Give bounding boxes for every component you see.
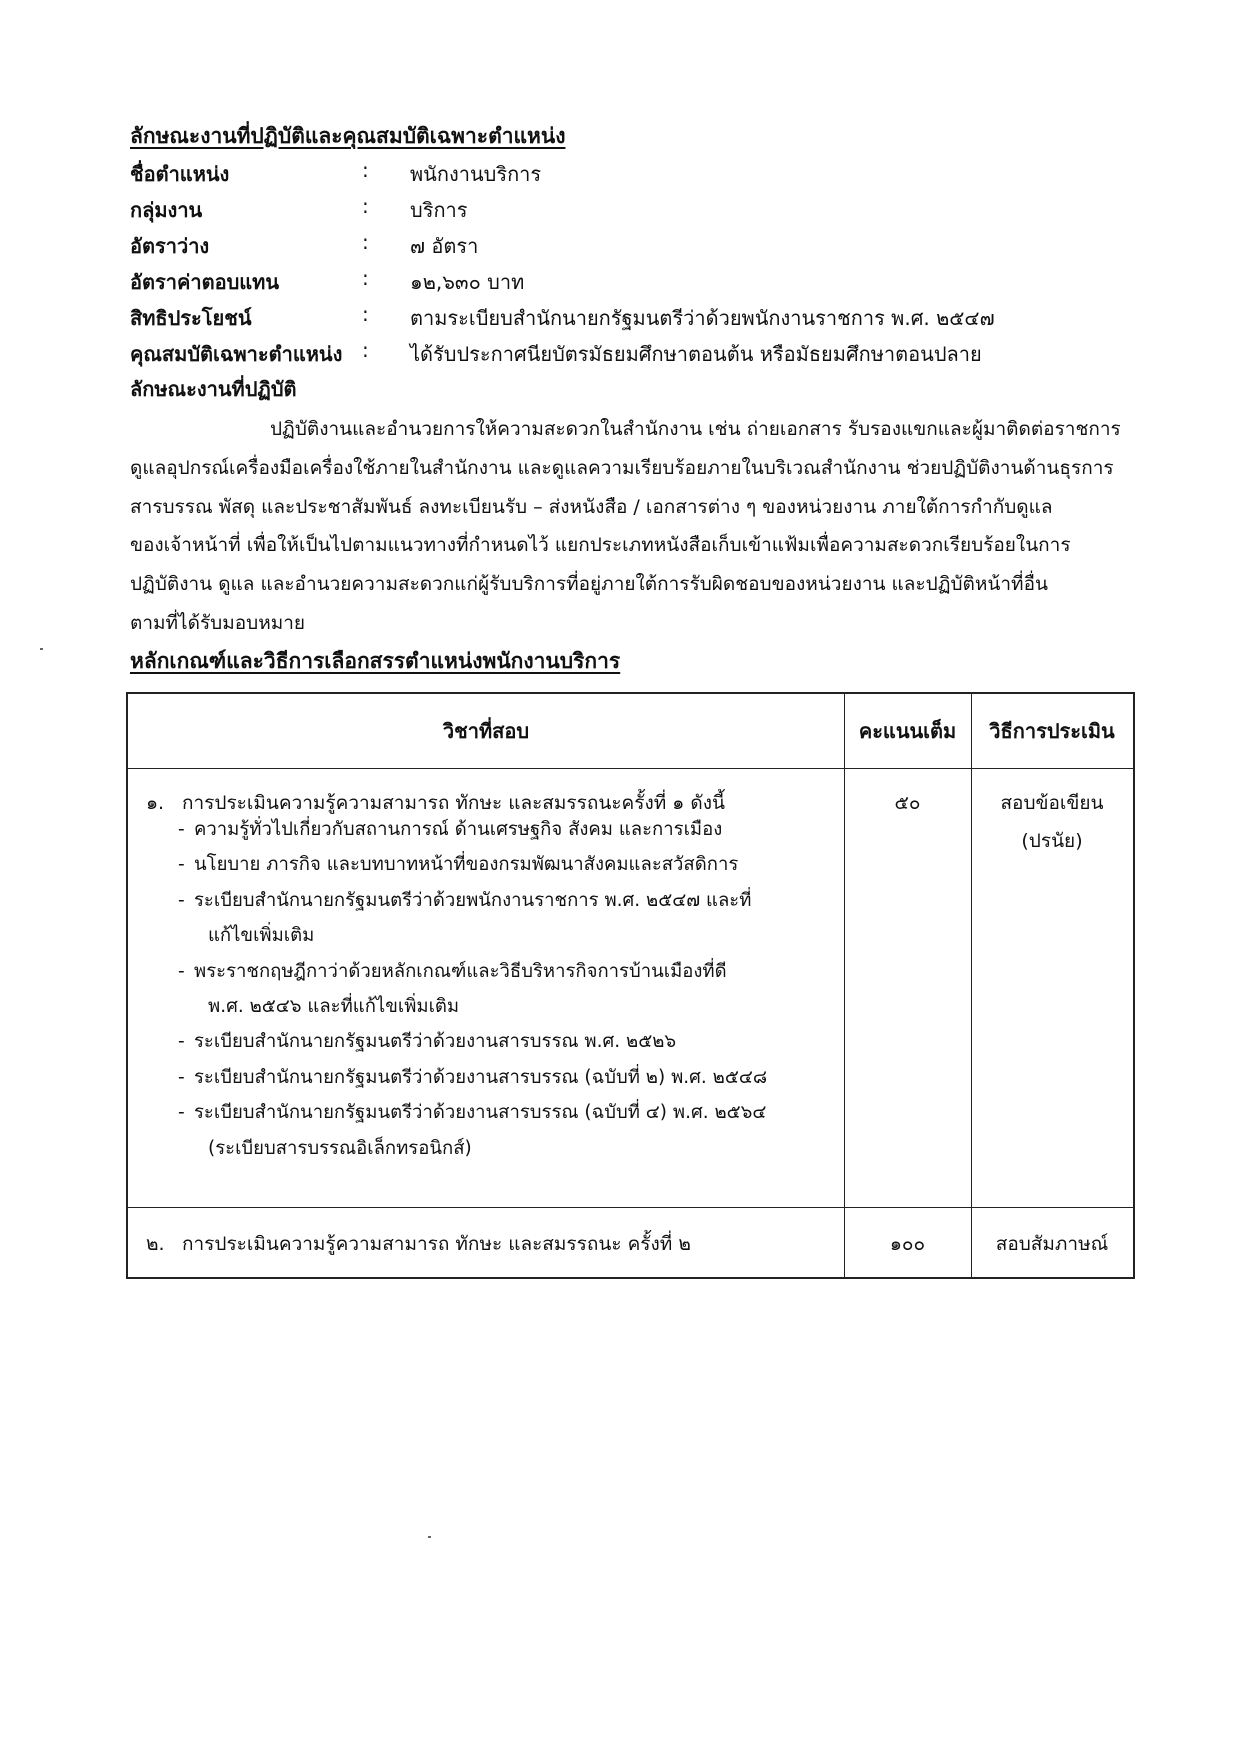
info-value: พนักงานบริการ	[410, 162, 542, 186]
list-item	[178, 812, 767, 847]
criteria-table	[126, 692, 1135, 1279]
topic-text: ความรู้ทั่วไปเกี่ยวกับสถานการณ์ ด้านเศรษฐกิจ สังคม และการเมือง	[194, 819, 723, 840]
scan-speck	[40, 648, 43, 650]
dash-bullet: -	[178, 1066, 185, 1088]
dash-bullet: -	[178, 960, 185, 982]
topic-text-continued: (ระเบียบสารบรรณอิเล็กทรอนิกส์)	[208, 1137, 472, 1159]
info-colon: :	[362, 194, 369, 218]
table-divider	[844, 694, 845, 1277]
info-colon: :	[362, 266, 369, 290]
duties-line: ปฏิบัติงานและอำนวยการให้ความสะดวกในสำนักงาน เช่น ถ่ายเอกสาร รับรองแขกและผู้มาติดต่อราชการ	[270, 418, 1121, 440]
score-value: ๕๐	[894, 792, 921, 814]
duties-line: ปฏิบัติงาน ดูแล และอำนวยความสะดวกแก่ผู้รับบริการที่อยู่ภายใต้การรับผิดชอบของหน่วยงาน และปฏิบัติหน้าที่อื่น	[130, 573, 1048, 596]
topic-text-continued: แก้ไขเพิ่มเติม	[208, 925, 315, 947]
info-label: อัตราว่าง	[130, 234, 210, 258]
table-divider	[971, 694, 972, 1277]
duties-paragraph	[130, 410, 1130, 643]
row-title: การประเมินความรู้ความสามารถ ทักษะ และสมรรถนะ ครั้งที่ ๒	[182, 1233, 691, 1255]
topic-text: ระเบียบสำนักนายกรัฐมนตรีว่าด้วยงานสารบรรณ (ฉบับที่ ๔) พ.ศ. ๒๕๖๔	[194, 1102, 767, 1124]
info-label: คุณสมบัติเฉพาะตำแหน่ง	[130, 342, 343, 366]
info-label: สิทธิประโยชน์	[130, 306, 252, 330]
info-colon: :	[362, 338, 369, 362]
topic-text: ระเบียบสำนักนายกรัฐมนตรีว่าด้วยพนักงานราชการ พ.ศ. ๒๕๔๗ และที่	[194, 889, 752, 911]
table-divider	[128, 768, 1133, 769]
criteria-title: หลักเกณฑ์และวิธีการเลือกสรรตำแหน่งพนักงานบริการ	[130, 649, 621, 673]
dash-bullet: -	[178, 854, 185, 876]
duties-heading: ลักษณะงานที่ปฏิบัติ	[130, 377, 297, 401]
topic-text: นโยบาย ภารกิจ และบทบาทหน้าที่ของกรมพัฒนาสังคมและสวัสดิการ	[194, 854, 739, 876]
list-item	[178, 847, 767, 882]
method-value: สอบข้อเขียน	[1000, 792, 1104, 814]
row-number: ๒.	[146, 1233, 165, 1255]
info-value: บริการ	[410, 198, 468, 222]
method-value-detail: (ปรนัย)	[1021, 830, 1083, 852]
dash-bullet: -	[178, 1031, 185, 1053]
duties-line: สารบรรณ พัสดุ และประชาสัมพันธ์ ลงทะเบียนรับ – ส่งหนังสือ / เอกสารต่าง ๆ ของหน่วยงาน ภายใต้การกำกับดูแล	[130, 495, 1053, 518]
header-method: วิธีการประเมิน	[989, 719, 1115, 743]
header-subject: วิชาที่สอบ	[442, 719, 530, 743]
list-item	[178, 883, 767, 954]
list-item	[178, 1095, 767, 1166]
list-item	[178, 1060, 767, 1095]
method-value: สอบสัมภาษณ์	[995, 1233, 1109, 1255]
header-score: คะแนนเต็ม	[858, 719, 957, 743]
score-value: ๑๐๐	[889, 1233, 926, 1255]
duties-line: ของเจ้าหน้าที่ เพื่อให้เป็นไปตามแนวทางที่กำหนดไว้ แยกประเภทหนังสือเก็บเข้าแฟ้มเพื่อความสะดวกเรียบร้อยในการ	[130, 534, 1071, 557]
list-item	[178, 954, 767, 1025]
row-number: ๑.	[146, 792, 165, 814]
list-item	[178, 1024, 767, 1059]
topic-text: ระเบียบสำนักนายกรัฐมนตรีว่าด้วยงานสารบรรณ พ.ศ. ๒๕๒๖	[194, 1031, 677, 1053]
dash-bullet: -	[178, 1102, 185, 1124]
duties-line: ตามที่ได้รับมอบหมาย	[130, 611, 306, 634]
info-colon: :	[362, 158, 369, 182]
info-label: อัตราค่าตอบแทน	[130, 270, 280, 294]
duties-line: ดูแลอุปกรณ์เครื่องมือเครื่องใช้ภายในสำนักงาน และดูแลความเรียบร้อยภายในบริเวณสำนักงาน ช่วยปฏิบัติงานด้านธุรการ	[130, 456, 1114, 479]
section-title: ลักษณะงานที่ปฏิบัติและคุณสมบัติเฉพาะตำแหน่ง	[130, 124, 566, 148]
topic-text-continued: พ.ศ. ๒๕๔๖ และที่แก้ไขเพิ่มเติม	[208, 996, 460, 1018]
info-value: ตามระเบียบสำนักนายกรัฐมนตรีว่าด้วยพนักงานราชการ พ.ศ. ๒๕๔๗	[410, 306, 995, 330]
info-value: ๑๒,๖๓๐ บาท	[410, 270, 525, 294]
info-colon: :	[362, 302, 369, 326]
info-label: กลุ่มงาน	[130, 198, 203, 222]
dash-bullet: -	[178, 819, 185, 840]
row-title: การประเมินความรู้ความสามารถ ทักษะ และสมรรถนะครั้งที่ ๑ ดังนี้	[182, 792, 725, 814]
dash-bullet: -	[178, 889, 185, 911]
table-divider	[128, 1207, 1133, 1208]
topic-text: พระราชกฤษฎีกาว่าด้วยหลักเกณฑ์และวิธีบริหารกิจการบ้านเมืองที่ดี	[194, 960, 727, 982]
info-value: ได้รับประกาศนียบัตรมัธยมศึกษาตอนต้น หรือมัธยมศึกษาตอนปลาย	[410, 342, 982, 366]
scan-speck	[428, 1536, 431, 1538]
info-colon: :	[362, 230, 369, 254]
info-value: ๗ อัตรา	[410, 234, 479, 258]
topic-text: ระเบียบสำนักนายกรัฐมนตรีว่าด้วยงานสารบรรณ (ฉบับที่ ๒) พ.ศ. ๒๕๔๘	[194, 1066, 768, 1088]
info-label: ชื่อตำแหน่ง	[130, 162, 230, 186]
topic-list	[178, 812, 767, 1166]
